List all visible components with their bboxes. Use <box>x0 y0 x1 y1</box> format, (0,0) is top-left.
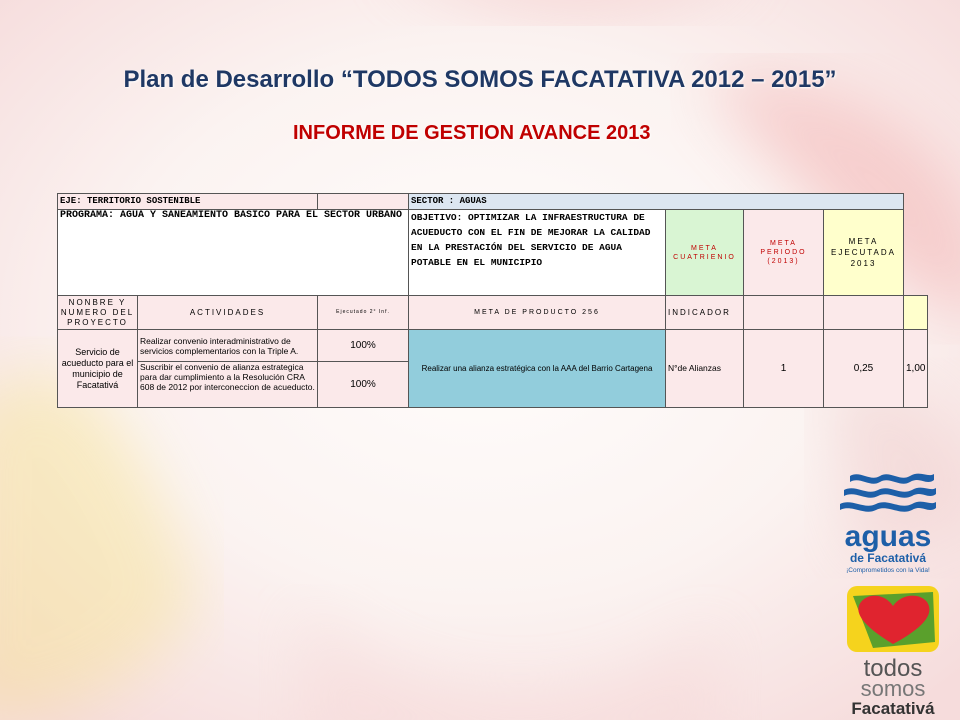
empty-header-1 <box>744 296 824 330</box>
nombre-header: NONBRE Y NUMERO DEL PROYECTO <box>58 296 138 330</box>
actividad-row-1 <box>58 330 928 362</box>
objetivo-cell: OBJETIVO: OPTIMIZAR LA INFRAESTRUCTURA DE ACUEDUCTO CON EL FIN DE MEJORAR LA CALIDAD EN LA PRESTACIÓN DEL SERVICIO DE AGUA POTABLE EN EL MUNICIPIO <box>409 210 666 296</box>
ejecutado-1-cell: 100% <box>318 330 409 362</box>
slide-subtitle: INFORME DE GESTION AVANCE 2013 <box>293 122 651 144</box>
meta-periodo-header: META PERIODO (2013) <box>744 210 824 296</box>
eje-filler <box>318 194 409 210</box>
meta-producto-cell: Realizar una alianza estratégica con la AAA del Barrio Cartagena <box>409 330 666 408</box>
todos-logo-line1: todos <box>863 655 923 682</box>
report-table <box>57 193 928 408</box>
valor-ejecutada-cell: 1,00 <box>904 330 928 408</box>
programa-cell: PROGRAMA: AGUA Y SANEAMIENTO BASICO PARA EL SECTOR URBANO <box>58 210 409 296</box>
todos-somos-logo <box>843 582 943 720</box>
aguas-logo-word: aguas <box>844 520 932 553</box>
eje-cell: EJE: TERRITORIO SOSTENIBLE <box>58 194 318 210</box>
actividad-2-cell: Suscribir el convenio de alianza estrategica para dar cumplimiento a la Resolución CRA 608 de 2012 por interconeccion de acueducto. <box>138 362 318 408</box>
sector-cell: SECTOR : AGUAS <box>409 194 904 210</box>
meta-producto-header: META DE PRODUCTO 256 <box>409 296 666 330</box>
todos-logo-line3: Facatativá <box>851 699 935 718</box>
indicador-cell: N°de Alianzas <box>666 330 744 408</box>
actividad-1-cell: Realizar convenio interadministrativo de servicios complementarios con la Triple A. <box>138 330 318 362</box>
indicador-header: INDICADOR <box>666 296 744 330</box>
proyecto-cell: Servicio de acueducto para el municipio de Facatativá <box>58 330 138 408</box>
slide-title: Plan de Desarrollo “TODOS SOMOS FACATATIVA 2012 – 2015” <box>123 66 837 93</box>
valor-periodo-cell: 0,25 <box>824 330 904 408</box>
column-header-row <box>58 296 928 330</box>
aguas-logo-tagline: ¡Comprometidos con la Vida! <box>846 567 930 574</box>
aguas-logo <box>836 468 940 576</box>
todos-logo-line2: somos <box>860 676 926 701</box>
empty-header-3 <box>904 296 928 330</box>
ejecutado-2-cell: 100% <box>318 362 409 408</box>
meta-cuatrienio-header: META CUATRIENIO <box>666 210 744 296</box>
aguas-logo-sub: de Facatativá <box>849 551 927 565</box>
valor-cuatrienio-cell: 1 <box>744 330 824 408</box>
ejecutado-header: Ejecutado 2° Inf. <box>318 296 409 330</box>
actividades-header: ACTIVIDADES <box>138 296 318 330</box>
header-eje-row <box>58 194 928 210</box>
programa-row <box>58 210 928 296</box>
meta-ejecutada-header: META EJECUTADA 2013 <box>824 210 904 296</box>
empty-header-2 <box>824 296 904 330</box>
